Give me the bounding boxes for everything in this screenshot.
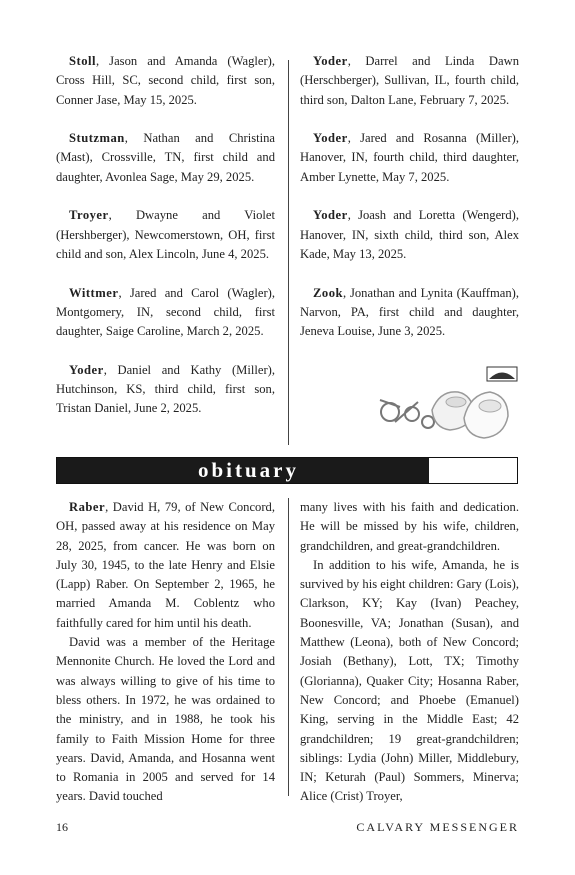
surname: Yoder (313, 54, 348, 68)
surname: Yoder (313, 208, 348, 223)
baby-shoes-and-rattle-icon (370, 362, 520, 442)
surname: Stoll (69, 54, 96, 68)
entry-text: , Darrel and Linda Dawn (Herschberger), Sullivan, IL, fourth child, third son, Dalton Lane, February 7, 2025. (300, 54, 519, 107)
birth-announcement (56, 284, 275, 342)
page-number: 16 (56, 820, 68, 834)
surname: Wittmer (69, 285, 119, 300)
surname: Raber (69, 500, 106, 514)
birth-announcement (300, 129, 519, 187)
section-title: obituary (197, 458, 299, 482)
obituary-section-banner (56, 457, 518, 484)
stamp-icon (487, 367, 517, 381)
birth-announcement (56, 206, 275, 264)
entry-text: , Jason and Amanda (Wagler), Cross Hill, SC, second child, first son, Conner Jase, May 15, 2025. (56, 54, 275, 107)
surname: Troyer (69, 208, 109, 223)
obituary-paragraph (300, 498, 519, 556)
baby-shoe-right-icon (464, 392, 508, 438)
column-divider (288, 498, 289, 796)
announcements-right-column (300, 52, 519, 361)
column-divider (288, 60, 289, 445)
entry-text: , Jared and Carol (Wagler), Montgomery, IN, second child, first daughter, Saige Caroline, March 2, 2025. (56, 285, 275, 339)
publication-title: CALVARY MESSENGER (356, 820, 519, 834)
birth-announcement (300, 284, 519, 342)
entry-text: , Daniel and Kathy (Miller), Hutchinson, KS, third child, first son, Tristan Daniel, June 2, 2025. (56, 362, 275, 416)
birth-announcement (300, 206, 519, 264)
entry-text: , Joash and Loretta (Wengerd), Hanover, IN, sixth child, third son, Alex Kade, May 13, 2025. (300, 208, 519, 261)
birth-announcement (56, 52, 275, 110)
entry-text: , David H, 79, of New Concord, OH, passed away at his residence on May 28, 2025, from cancer. He was born on July 30, 1945, to the late Henry and Elsie (Lapp) Raber. On September 2, 1965, he married Amanda M. Coblentz who faithfully cared for him until his death. (56, 500, 275, 630)
announcements-left-column (56, 52, 275, 438)
entry-text: , Jonathan and Lynita (Kauffman), Narvon, PA, first child and daughter, Jeneva Louise, June 3, 2025. (300, 285, 519, 339)
obituary-paragraph (56, 633, 275, 807)
entry-text: In addition to his wife, Amanda, he is survived by his eight children: Gary (Lois), Clarkson, KY; Kay (Ivan) Peachey, Boonesville, VA; Jonathan (Susan), and Matthew (Leona), both of New Concord; Josiah (Bethany), Lott, TX; Timothy (Glorianna), Quaker City; Hosanna Raber, New Concord; and Phoebe (Emanuel) King, serving in the Middle East; 42 grandchildren; 19 great-grandchildren; siblings: Lydia (John) Miller, Middlebury, IN; Keturah (Paul) Sommers, Minerva; Alice (Crist) Troyer, (300, 557, 519, 804)
surname: Zook (313, 285, 343, 300)
surname: Yoder (69, 362, 104, 377)
entry-text: , Dwayne and Violet (Hershberger), Newcomerstown, OH, first child and son, Alex Lincoln, June 4, 2025. (56, 208, 275, 261)
obituary-paragraph (300, 556, 519, 807)
entry-text: David was a member of the Heritage Mennonite Church. He loved the Lord and was always willing to give of his time to bless others. In 1972, he was ordained to the ministry, and in 1988, he took his family to Faith Mission Home for three years. David, Amanda, and Hosanna went to Romania in 2005 and served for 14 years. David touched (56, 635, 275, 804)
birth-announcement (300, 52, 519, 110)
obituary-paragraph (56, 498, 275, 633)
rattle-icon (380, 400, 434, 428)
obituary-left-column (56, 498, 275, 807)
obituary-right-column (300, 498, 519, 807)
surname: Yoder (313, 131, 348, 146)
entry-text: , Jared and Rosanna (Miller), Hanover, IN, fourth child, third daughter, Amber Lynette, May 7, 2025. (300, 131, 519, 184)
entry-text: many lives with his faith and dedication. He will be missed by his wife, children, grandchildren, and great-grandchildren. (300, 500, 519, 553)
birth-announcement (56, 129, 275, 187)
birth-announcement (56, 361, 275, 419)
surname: Stutzman (69, 131, 125, 146)
entry-text: , Nathan and Christina (Mast), Crossville, TN, first child and daughter, Avonlea Sage, May 29, 2025. (56, 131, 275, 184)
